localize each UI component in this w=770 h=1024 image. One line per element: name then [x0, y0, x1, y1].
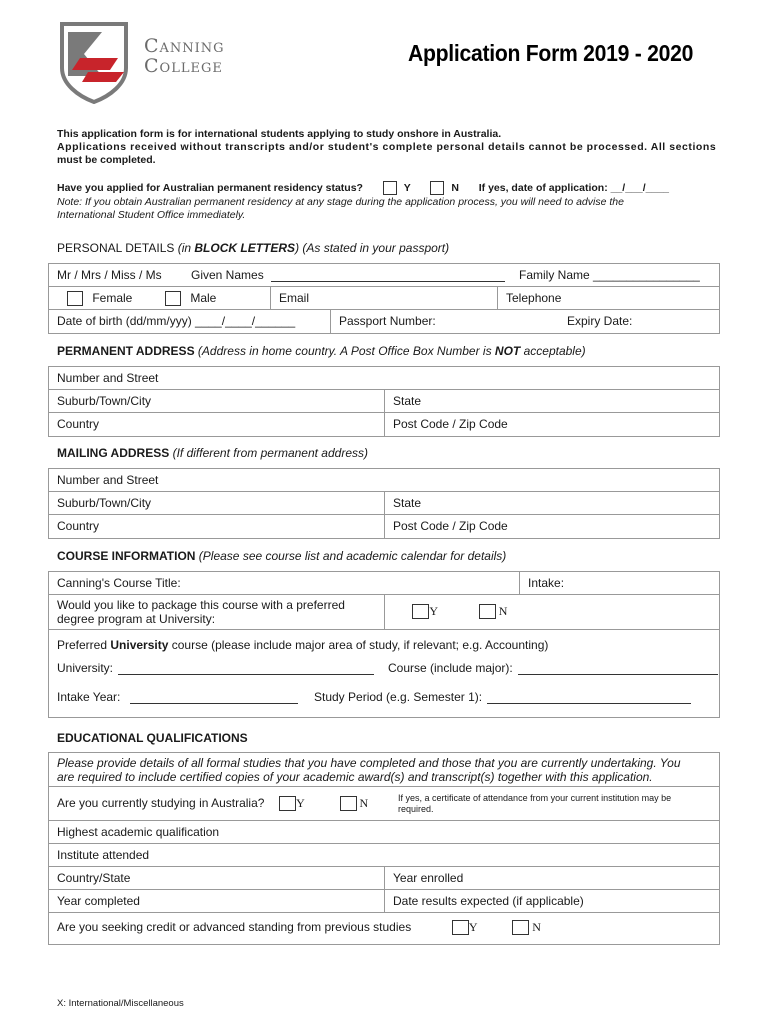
- permanent-heading-paren1: (Address in home country. A Post Office Box Number is: [197, 344, 495, 358]
- personal-details-heading: [57, 241, 449, 255]
- personal-details-box: [48, 263, 720, 334]
- course-row-preferred: [49, 630, 719, 718]
- mail-row-country: [49, 515, 719, 538]
- male-checkbox[interactable]: [165, 291, 181, 306]
- dob-field[interactable]: Date of birth (dd/mm/yyy) ____/____/______: [57, 314, 296, 328]
- logo-line-1: Canning: [144, 35, 225, 57]
- residency-no-checkbox[interactable]: [430, 181, 444, 195]
- residency-note-line-1: Note: If you obtain Australian permanent residency at any stage during the application process, you will need to advise the: [57, 196, 624, 208]
- mailing-heading-text: MAILING ADDRESS: [57, 446, 170, 460]
- personal-row-contact: [49, 287, 719, 310]
- mailing-address-heading: [57, 446, 368, 460]
- mailing-address-box: [48, 468, 720, 539]
- perm-country-field[interactable]: Country: [57, 417, 100, 431]
- intro-line-3: must be completed.: [57, 154, 156, 166]
- perm-street-field[interactable]: Number and Street: [57, 371, 159, 385]
- education-instructions-line-1: Please provide details of all formal studies that you have completed and those that you are currently undertaking. You: [57, 756, 681, 770]
- education-instructions: [49, 753, 689, 786]
- date-results-field[interactable]: Date results expected (if applicable): [384, 890, 720, 912]
- college-logo-icon: [58, 22, 130, 104]
- preferred-pre: Preferred: [57, 638, 111, 652]
- university-label: University:: [57, 661, 114, 675]
- perm-row-suburb: [49, 390, 719, 413]
- title-options[interactable]: Mr / Mrs / Miss / Ms: [57, 268, 162, 282]
- female-option[interactable]: [59, 287, 140, 309]
- logo-line-2: College: [144, 55, 223, 77]
- intake-field[interactable]: Intake:: [519, 572, 720, 594]
- package-question-line-1: Would you like to package this course with a preferred: [57, 598, 345, 612]
- mail-row-suburb: [49, 492, 719, 515]
- perm-state-field[interactable]: State: [384, 390, 720, 412]
- permanent-address-box: [48, 366, 720, 437]
- package-no-checkbox[interactable]: [479, 604, 496, 619]
- package-question-line-2: degree program at University:: [57, 612, 216, 626]
- course-major-line: [518, 662, 718, 675]
- personal-heading-text: PERSONAL DETAILS: [57, 241, 175, 255]
- preferred-rest: course (please include major area of study, if relevant; e.g. Accounting): [168, 638, 549, 652]
- perm-row-country: [49, 413, 719, 436]
- study-period-field[interactable]: [306, 686, 699, 708]
- male-option[interactable]: [157, 287, 224, 309]
- credit-question: Are you seeking credit or advanced standing from previous studies: [57, 920, 412, 934]
- mail-postcode-field[interactable]: Post Code / Zip Code: [384, 515, 720, 538]
- mailing-heading-rest: (If different from permanent address): [172, 446, 368, 460]
- university-line: [118, 662, 374, 675]
- year-completed-field[interactable]: Year completed: [57, 894, 140, 908]
- credit-question-cell: [49, 913, 549, 944]
- study-period-line: [487, 691, 691, 704]
- education-instructions-line-2: are required to include certified copies of your academic award(s) and transcript(s) together with this application.: [57, 770, 653, 784]
- residency-question: Have you applied for Australian permanent residency status?: [57, 181, 363, 194]
- residency-note-line-2: International Student Office immediately.: [57, 209, 246, 221]
- course-major-field[interactable]: [380, 657, 726, 679]
- edu-row-credit: [49, 913, 719, 944]
- perm-row-street: [49, 367, 719, 390]
- personal-row-dob: [49, 310, 719, 333]
- residency-yes-checkbox[interactable]: [383, 181, 397, 195]
- preferred-bold: University: [110, 638, 169, 652]
- intro-text: [57, 128, 717, 167]
- institute-field[interactable]: Institute attended: [57, 848, 150, 862]
- permanent-heading-paren2: acceptable): [520, 344, 586, 358]
- course-title-field[interactable]: Canning's Course Title:: [57, 576, 181, 590]
- expiry-field[interactable]: Expiry Date:: [567, 314, 633, 328]
- credit-yes-label: Y: [468, 920, 478, 934]
- email-field[interactable]: Email: [270, 287, 497, 309]
- studying-yes-label: Y: [296, 796, 305, 810]
- intake-year-field[interactable]: [49, 686, 306, 708]
- edu-row-completed: [49, 890, 719, 913]
- mail-suburb-field[interactable]: Suburb/Town/City: [57, 496, 152, 510]
- mail-street-field[interactable]: Number and Street: [57, 473, 159, 487]
- package-question: [49, 595, 384, 629]
- edu-country-state-field[interactable]: Country/State: [57, 871, 131, 885]
- course-info-box: [48, 571, 720, 718]
- mail-country-field[interactable]: Country: [57, 519, 100, 533]
- footer-code: X: International/Miscellaneous: [57, 998, 184, 1009]
- residency-no-label: N: [451, 181, 459, 194]
- mail-row-street: [49, 469, 719, 492]
- perm-postcode-field[interactable]: Post Code / Zip Code: [384, 413, 720, 436]
- edu-row-studying: [49, 787, 719, 821]
- education-heading: [57, 731, 248, 745]
- personal-heading-paren: (in: [177, 241, 195, 255]
- intro-line-2: Applications received without transcripts and/or student's complete personal details cannot be processed. All sections: [57, 141, 717, 153]
- family-name-field[interactable]: Family Name ________________: [519, 268, 700, 282]
- personal-heading-rest: ) (As stated in your passport): [295, 241, 450, 255]
- certificate-note: If yes, a certificate of attendance from your current institution may be required.: [398, 793, 672, 814]
- residency-question-row: [57, 181, 669, 195]
- personal-row-names: [49, 264, 719, 287]
- studying-no-label: N: [359, 796, 369, 810]
- female-checkbox[interactable]: [67, 291, 83, 306]
- course-heading-rest: (Please see course list and academic calendar for details): [198, 549, 507, 563]
- edu-row-institute: [49, 844, 719, 867]
- package-options: [384, 595, 720, 629]
- college-name: [144, 36, 225, 76]
- female-label: Female: [92, 291, 133, 305]
- studying-yes-checkbox[interactable]: [279, 796, 296, 811]
- package-yes-checkbox[interactable]: [412, 604, 429, 619]
- residency-yes-label: Y: [403, 181, 411, 194]
- course-major-label: Course (include major):: [388, 661, 513, 675]
- intro-line-1: This application form is for international students applying to study onshore in Australia.: [57, 128, 502, 140]
- studying-question: Are you currently studying in Australia?: [57, 796, 265, 810]
- course-row-package: [49, 595, 719, 630]
- credit-no-checkbox[interactable]: [512, 920, 529, 935]
- education-heading-text: EDUCATIONAL QUALIFICATIONS: [57, 731, 248, 745]
- study-period-label: Study Period (e.g. Semester 1):: [314, 690, 483, 704]
- credit-yes-checkbox[interactable]: [452, 920, 469, 935]
- permanent-heading-not: NOT: [494, 344, 521, 358]
- edu-row-instructions: [49, 753, 719, 787]
- mail-state-field[interactable]: State: [384, 492, 720, 514]
- studying-no-checkbox[interactable]: [340, 796, 357, 811]
- edu-row-highest: [49, 821, 719, 844]
- given-names-field[interactable]: [183, 264, 513, 286]
- course-heading-text: COURSE INFORMATION: [57, 549, 196, 563]
- edu-row-country: [49, 867, 719, 890]
- studying-question-cell: [49, 787, 382, 820]
- male-label: Male: [190, 291, 217, 305]
- telephone-field[interactable]: Telephone: [497, 287, 720, 309]
- permanent-address-heading: [57, 344, 586, 358]
- intake-year-label: Intake Year:: [57, 690, 121, 704]
- residency-date-label: If yes, date of application: __/___/____: [478, 181, 669, 194]
- year-enrolled-field[interactable]: Year enrolled: [384, 867, 720, 889]
- page-title: Application Form 2019 - 2020: [408, 40, 694, 66]
- credit-no-label: N: [532, 920, 541, 934]
- personal-heading-bold: BLOCK LETTERS: [194, 241, 296, 255]
- highest-qualification-field[interactable]: Highest academic qualification: [57, 825, 220, 839]
- university-field[interactable]: [49, 657, 382, 679]
- given-names-label: Given Names: [191, 268, 264, 282]
- residency-note: [57, 196, 697, 222]
- intake-year-line: [130, 691, 298, 704]
- package-no-label: N: [498, 604, 508, 618]
- course-info-heading: [57, 549, 506, 563]
- given-names-line: [271, 269, 505, 282]
- passport-field[interactable]: Passport Number:: [330, 310, 444, 333]
- package-yes-label: Y: [429, 604, 439, 618]
- course-row-title: [49, 572, 719, 595]
- perm-suburb-field[interactable]: Suburb/Town/City: [57, 394, 152, 408]
- education-box: [48, 752, 720, 945]
- permanent-heading-text: PERMANENT ADDRESS: [57, 344, 195, 358]
